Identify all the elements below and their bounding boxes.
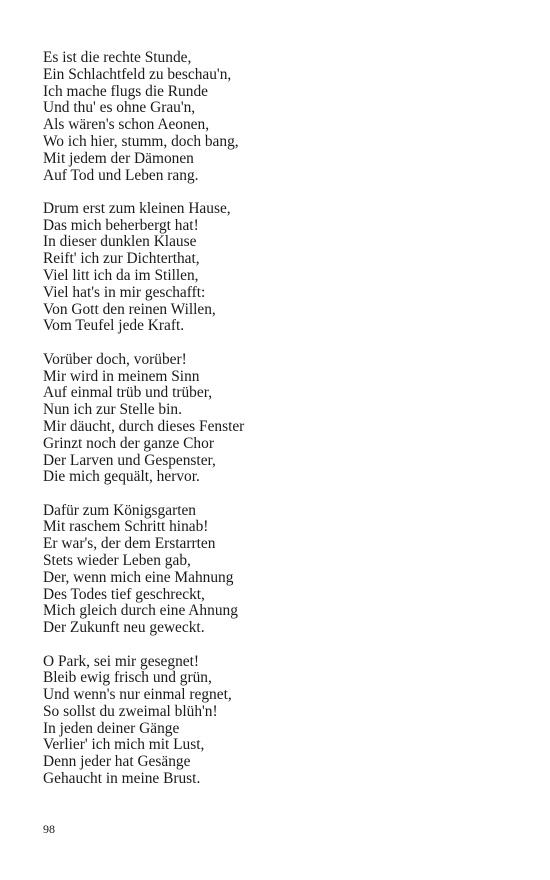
poem-line: Stets wieder Leben gab,: [43, 552, 191, 570]
poem-line: Er war's, der dem Erstarrten: [43, 535, 216, 553]
poem-line: Mich gleich durch eine Ahnung: [43, 602, 238, 620]
poem-line: Drum erst zum kleinen Hause,: [43, 199, 231, 217]
poem-line: Dafür zum Königsgarten: [43, 501, 197, 519]
poem-line: Nun ich zur Stelle bin.: [43, 401, 182, 419]
poem-line: Auf einmal trüb und trüber,: [43, 384, 213, 402]
poem-line: Ich mache flugs die Runde: [43, 82, 208, 100]
poem-line: Von Gott den reinen Willen,: [43, 300, 216, 318]
poem-line: Es ist die rechte Stunde,: [43, 49, 192, 66]
poem-line: Grinzt noch der ganze Chor: [43, 434, 214, 452]
poem-line: Der Larven und Gespenster,: [43, 451, 216, 469]
poem-line: Gehaucht in meine Brust.: [43, 770, 201, 788]
poem-text: [43, 50, 523, 804]
poem-line: In dieser dunklen Klause: [43, 233, 197, 251]
poem-line: Verlier' ich mich mit Lust,: [43, 736, 205, 754]
poem-line: Die mich gequält, hervor.: [43, 468, 200, 486]
poem-line: Mir däucht, durch dieses Fenster: [43, 417, 245, 435]
poem-line: So sollst du zweimal blüh'n!: [43, 702, 218, 720]
poem-line: Und thu' es ohne Grau'n,: [43, 99, 196, 117]
poem-line: Wo ich hier, stumm, doch bang,: [43, 132, 239, 150]
poem-line: Vorüber doch, vorüber!: [43, 350, 187, 368]
poem-line: Bleib ewig frisch und grün,: [43, 669, 212, 687]
poem-line: Das mich beherbergt hat!: [43, 216, 199, 234]
stanza-3: [43, 352, 523, 486]
poem-line: Auf Tod und Leben rang.: [43, 166, 199, 184]
poem-line: Als wären's schon Aeonen,: [43, 116, 210, 134]
poem-line: Ein Schlachtfeld zu beschau'n,: [43, 65, 232, 83]
poem-line: Reift' ich zur Dichterthat,: [43, 250, 200, 268]
poem-line: In jeden deiner Gänge: [43, 719, 180, 737]
poem-line: Vom Teufel jede Kraft.: [43, 317, 185, 335]
stanza-4: [43, 503, 523, 637]
poem-line: Viel hat's in mir geschafft:: [43, 283, 206, 301]
poem-line: Mir wird in meinem Sinn: [43, 367, 200, 385]
poem-line: Viel litt ich da im Stillen,: [43, 267, 199, 285]
poem-line: Der Zukunft neu geweckt.: [43, 619, 205, 637]
poem-line: Mit jedem der Dämonen: [43, 149, 194, 167]
stanza-1: [43, 50, 523, 184]
stanza-2: [43, 201, 523, 335]
poem-line: Der, wenn mich eine Mahnung: [43, 568, 234, 586]
poem-line: Des Todes tief geschreckt,: [43, 585, 205, 603]
poem-line: Mit raschem Schritt hinab!: [43, 518, 209, 536]
page-number: 98: [43, 822, 55, 836]
poem-line: Denn jeder hat Gesänge: [43, 753, 191, 771]
stanza-5: [43, 654, 523, 788]
poem-line: O Park, sei mir gesegnet!: [43, 652, 200, 670]
poem-line: Und wenn's nur einmal regnet,: [43, 686, 232, 704]
